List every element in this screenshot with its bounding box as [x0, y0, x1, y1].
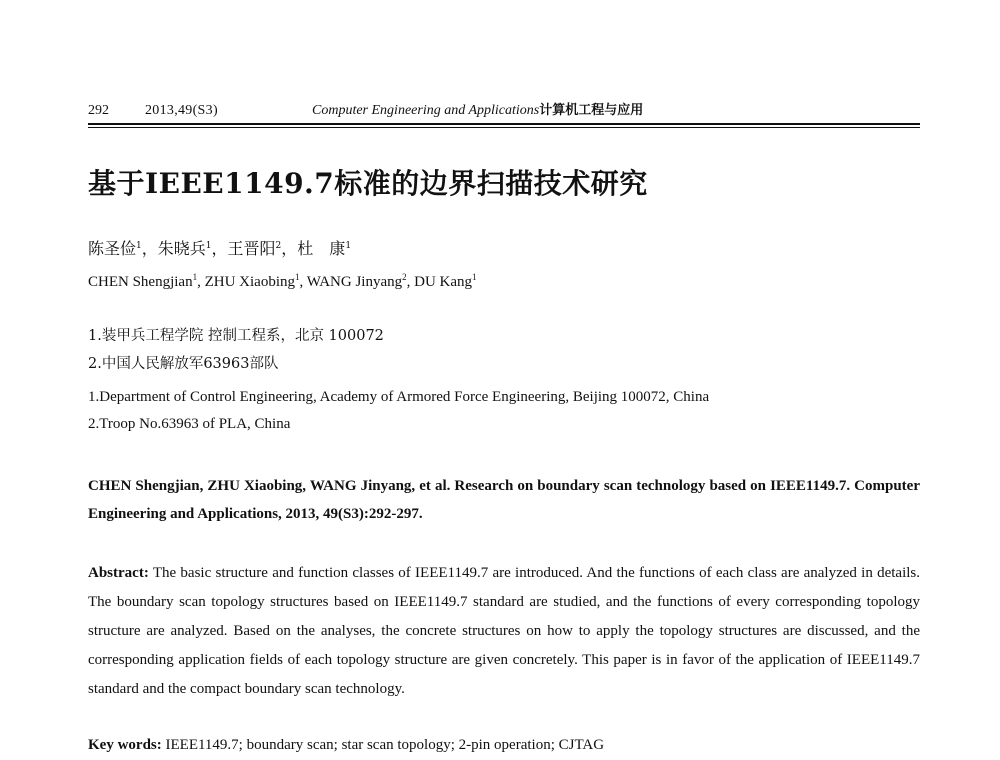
abstract-block: [88, 559, 920, 704]
author-affiliation-mark: 1: [192, 272, 198, 282]
abstract-text: The basic structure and function classes of IEEE1149.7 are introduced. And the functions of each class are analyzed in details. The boundary scan topology structures based on IEEE1149.7 standard are studied, and the functions of every corresponding topology structure are analyzed. Based on the analyses, the concrete structures on how to apply the topology structures are discussed, and the corresponding application fields of each topology structure are given concretely. This paper is in favor of the application of IEEE1149.7 standard and the compact boundary scan technology.: [88, 565, 920, 697]
running-header: [88, 101, 920, 121]
affiliation-en-2: 2.Troop No.63963 of PLA, China: [88, 416, 291, 432]
header-rule-thin: [88, 127, 920, 128]
author-en: CHEN Shengjian: [88, 274, 193, 290]
abstract-label: Abstract:: [88, 565, 149, 581]
citation-block: CHEN Shengjian, ZHU Xiaobing, WANG Jinyang, et al. Research on boundary scan technology based on IEEE1149.7. Computer Engineering and Applications, 2013, 49(S3):292-297.: [88, 478, 920, 522]
author-cn: 王晋阳: [227, 239, 276, 258]
authors-english: CHEN Shengjian$^1$, ZHU Xiaobing$^1$, WANG Jinyang$^2$, DU Kang$^1$: [88, 272, 477, 290]
header-rule-thick: [88, 123, 920, 125]
author-cn: 朱晓兵: [157, 239, 206, 258]
author-affiliation-mark: 2: [275, 241, 282, 251]
keywords-label: Key words:: [88, 737, 162, 753]
author-affiliation-mark: 1: [205, 241, 212, 251]
authors-chinese: 陈圣俭$^1$，朱晓兵$^1$，王晋阳$^2$，杜 康$^1$: [88, 239, 352, 258]
year-volume: 2013,49(S3): [145, 103, 218, 118]
page-number: 292: [88, 103, 109, 118]
affiliation-cn-1: 1.装甲兵工程学院 控制工程系，北京 100072: [88, 328, 384, 344]
keywords-block: [88, 731, 920, 760]
author-en: DU Kang: [414, 274, 473, 290]
affiliation-en-1: 1.Department of Control Engineering, Academy of Armored Force Engineering, Beijing 100072, China: [88, 389, 710, 405]
author-affiliation-mark: 1: [345, 241, 352, 251]
journal-name-cn: 计算机工程与应用: [539, 103, 644, 118]
author-affiliation-mark: 1: [294, 272, 300, 282]
keywords-text: IEEE1149.7; boundary scan; star scan topology; 2-pin operation; CJTAG: [165, 737, 605, 753]
journal-name: [312, 101, 643, 121]
author-cn: 杜 康: [297, 239, 346, 258]
journal-name-en: Computer Engineering and Applications: [312, 103, 540, 118]
author-affiliation-mark: 1: [472, 272, 477, 282]
paper-title: 基于IEEE1149.7标准的边界扫描技术研究: [88, 167, 648, 200]
author-affiliation-mark: 2: [402, 272, 407, 282]
author-en: ZHU Xiaobing: [204, 274, 295, 290]
author-cn: 陈圣俭: [88, 239, 137, 258]
affiliation-cn-2: 2.中国人民解放军63963部队: [88, 356, 279, 372]
author-en: WANG Jinyang: [306, 274, 403, 290]
author-affiliation-mark: 1: [136, 241, 142, 251]
